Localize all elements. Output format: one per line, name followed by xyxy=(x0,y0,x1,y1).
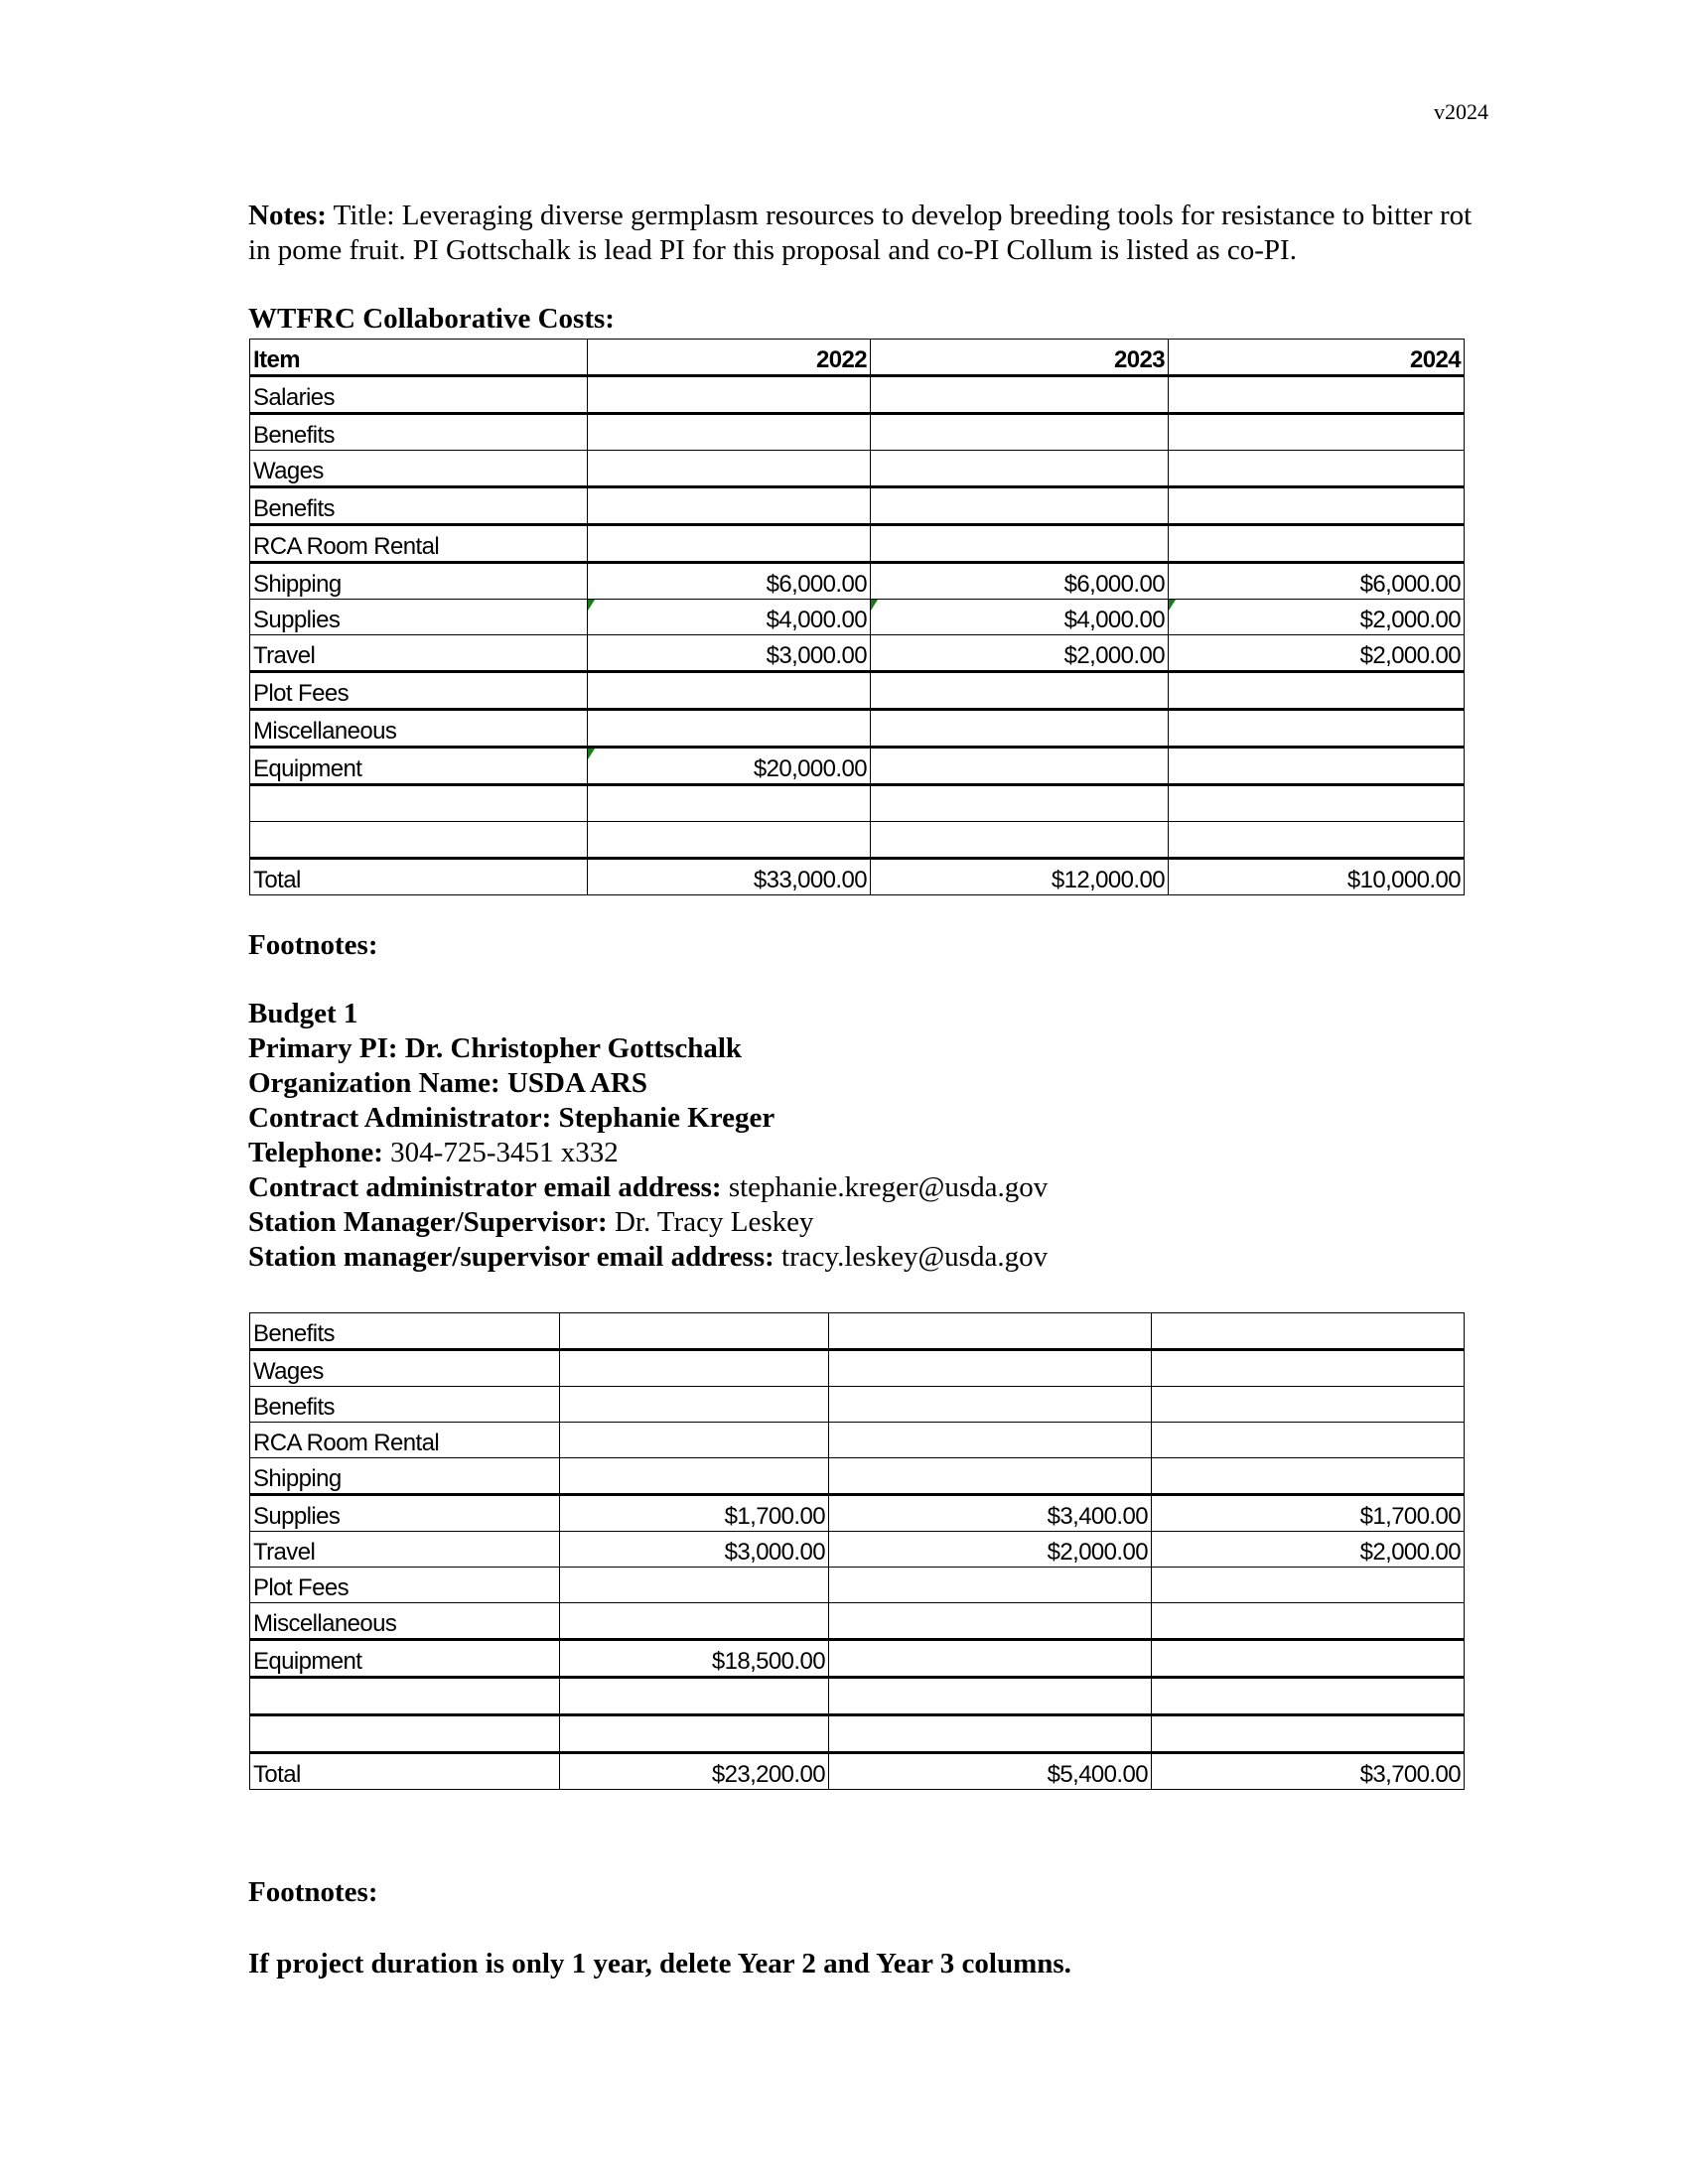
amount-cell xyxy=(1169,525,1465,563)
amount-value: $4,000.00 xyxy=(1063,607,1165,633)
amount-cell xyxy=(829,1423,1152,1458)
amount-cell xyxy=(588,414,871,451)
field-value: USDA ARS xyxy=(506,1067,647,1099)
table-row xyxy=(250,414,1465,451)
field-label: Primary PI: xyxy=(248,1032,398,1064)
amount-cell xyxy=(1152,1568,1465,1603)
column-header: Item xyxy=(250,340,588,376)
field-value: 304-725-3451 x332 xyxy=(390,1137,619,1168)
table-row xyxy=(250,1423,1465,1458)
table-row xyxy=(250,748,1465,785)
amount-cell: $2,000.00 xyxy=(1169,635,1465,672)
table-row xyxy=(250,1640,1465,1678)
comment-indicator-icon[interactable] xyxy=(1169,600,1176,611)
collab-costs-table xyxy=(249,339,1465,895)
amount-cell xyxy=(1169,414,1465,451)
item-cell: Equipment xyxy=(250,748,588,785)
table-row xyxy=(250,1350,1465,1387)
budget1-field xyxy=(248,1066,1048,1101)
budget1-field xyxy=(248,1170,1048,1205)
item-cell: Plot Fees xyxy=(250,672,588,710)
amount-cell xyxy=(871,600,1169,635)
item-cell: RCA Room Rental xyxy=(250,525,588,563)
field-label: Organization Name: xyxy=(248,1067,500,1099)
amount-cell xyxy=(871,822,1169,859)
amount-cell xyxy=(871,672,1169,710)
item-cell: Wages xyxy=(250,1350,560,1387)
amount-cell xyxy=(1152,1423,1465,1458)
amount-cell xyxy=(871,414,1169,451)
field-value: Dr. Tracy Leskey xyxy=(614,1206,814,1238)
table-header-row xyxy=(250,340,1465,376)
budget1-field xyxy=(248,1031,1048,1066)
amount-cell xyxy=(588,748,871,785)
amount-cell xyxy=(871,748,1169,785)
field-label: Station Manager/Supervisor: xyxy=(248,1206,608,1238)
amount-cell xyxy=(560,1423,829,1458)
amount-cell xyxy=(1169,376,1465,414)
comment-indicator-icon[interactable] xyxy=(871,600,878,611)
item-cell xyxy=(250,822,588,859)
table-row xyxy=(250,1715,1465,1753)
column-header: 2022 xyxy=(588,340,871,376)
budget1-table xyxy=(249,1312,1465,1790)
item-cell xyxy=(250,1715,560,1753)
total-row xyxy=(250,859,1465,895)
item-cell: Shipping xyxy=(250,1458,560,1495)
amount-cell xyxy=(1169,822,1465,859)
amount-cell xyxy=(560,1603,829,1640)
amount-cell xyxy=(1152,1640,1465,1678)
amount-cell: $3,000.00 xyxy=(560,1532,829,1568)
amount-cell xyxy=(829,1387,1152,1423)
field-label: Station manager/supervisor email address: xyxy=(248,1241,774,1273)
budget1-field xyxy=(248,1240,1048,1275)
table-row xyxy=(250,563,1465,600)
amount-cell xyxy=(829,1640,1152,1678)
amount-cell xyxy=(829,1568,1152,1603)
notes-text: Title: Leveraging diverse germplasm resources to develop breeding tools for resistance to bitter rot in pome fruit. PI Gottschalk is lead PI for this proposal and co-PI Collum is listed as co-PI. xyxy=(248,200,1473,266)
amount-cell xyxy=(588,376,871,414)
amount-cell xyxy=(1152,1715,1465,1753)
amount-cell: $6,000.00 xyxy=(1169,563,1465,600)
amount-cell: $3,400.00 xyxy=(829,1495,1152,1532)
amount-cell xyxy=(829,1678,1152,1715)
amount-cell: $23,200.00 xyxy=(560,1753,829,1790)
amount-cell xyxy=(560,1678,829,1715)
column-header: 2023 xyxy=(871,340,1169,376)
amount-cell xyxy=(829,1458,1152,1495)
amount-cell xyxy=(1169,710,1465,748)
amount-cell xyxy=(829,1603,1152,1640)
table-row xyxy=(250,1313,1465,1350)
item-cell: Travel xyxy=(250,635,588,672)
item-cell: Miscellaneous xyxy=(250,710,588,748)
table-row xyxy=(250,487,1465,525)
amount-cell: $1,700.00 xyxy=(1152,1495,1465,1532)
amount-cell xyxy=(1152,1387,1465,1423)
field-label: Contract administrator email address: xyxy=(248,1171,722,1203)
collab-footnotes-label: Footnotes: xyxy=(248,929,378,961)
item-cell: Supplies xyxy=(250,600,588,635)
item-cell: Benefits xyxy=(250,1387,560,1423)
budget1-footnotes-label: Footnotes: xyxy=(248,1876,378,1908)
field-value: Stephanie Kreger xyxy=(558,1102,775,1134)
amount-cell xyxy=(871,785,1169,822)
item-cell: Salaries xyxy=(250,376,588,414)
item-cell: Total xyxy=(250,859,588,895)
amount-value: $2,000.00 xyxy=(1359,607,1461,633)
table-row xyxy=(250,525,1465,563)
item-cell: RCA Room Rental xyxy=(250,1423,560,1458)
field-label: Contract Administrator: xyxy=(248,1102,552,1134)
item-cell: Shipping xyxy=(250,563,588,600)
amount-cell xyxy=(588,600,871,635)
amount-cell xyxy=(588,822,871,859)
amount-cell xyxy=(588,487,871,525)
item-cell: Benefits xyxy=(250,414,588,451)
amount-cell: $18,500.00 xyxy=(560,1640,829,1678)
amount-cell: $6,000.00 xyxy=(871,563,1169,600)
item-cell: Supplies xyxy=(250,1495,560,1532)
amount-cell xyxy=(588,785,871,822)
item-cell: Benefits xyxy=(250,1313,560,1350)
table-row xyxy=(250,376,1465,414)
amount-cell xyxy=(1169,451,1465,487)
collab-costs-title: WTFRC Collaborative Costs: xyxy=(248,303,615,335)
field-value: tracy.leskey@usda.gov xyxy=(781,1241,1049,1273)
comment-indicator-icon[interactable] xyxy=(588,600,595,611)
amount-cell xyxy=(871,451,1169,487)
amount-cell xyxy=(1169,600,1465,635)
amount-cell: $2,000.00 xyxy=(871,635,1169,672)
duration-instruction: If project duration is only 1 year, delete Year 2 and Year 3 columns. xyxy=(248,1948,1071,1979)
amount-cell xyxy=(588,672,871,710)
amount-cell xyxy=(1169,672,1465,710)
table-row xyxy=(250,1387,1465,1423)
amount-cell xyxy=(829,1313,1152,1350)
amount-cell xyxy=(829,1350,1152,1387)
amount-cell: $2,000.00 xyxy=(829,1532,1152,1568)
amount-cell xyxy=(1152,1458,1465,1495)
budget1-info xyxy=(248,997,1048,1275)
field-label: Telephone: xyxy=(248,1137,383,1168)
amount-cell: $3,000.00 xyxy=(588,635,871,672)
amount-cell xyxy=(560,1313,829,1350)
amount-cell xyxy=(588,710,871,748)
table-row xyxy=(250,451,1465,487)
table-row xyxy=(250,635,1465,672)
budget1-field xyxy=(248,1101,1048,1136)
item-cell xyxy=(250,785,588,822)
field-value: stephanie.kreger@usda.gov xyxy=(728,1171,1049,1203)
amount-value: $4,000.00 xyxy=(766,607,867,633)
item-cell xyxy=(250,1678,560,1715)
table-row xyxy=(250,1678,1465,1715)
item-cell: Wages xyxy=(250,451,588,487)
amount-cell xyxy=(829,1715,1152,1753)
table-row xyxy=(250,672,1465,710)
item-cell: Travel xyxy=(250,1532,560,1568)
amount-value: $20,000.00 xyxy=(753,755,867,782)
comment-indicator-icon[interactable] xyxy=(588,749,595,759)
table-row xyxy=(250,600,1465,635)
amount-cell xyxy=(560,1458,829,1495)
amount-cell xyxy=(1152,1313,1465,1350)
amount-cell xyxy=(560,1387,829,1423)
amount-cell xyxy=(1169,785,1465,822)
amount-cell xyxy=(560,1715,829,1753)
item-cell: Benefits xyxy=(250,487,588,525)
budget1-field xyxy=(248,1136,1048,1170)
amount-cell xyxy=(588,525,871,563)
amount-cell xyxy=(871,710,1169,748)
table-row xyxy=(250,1603,1465,1640)
amount-cell xyxy=(560,1350,829,1387)
notes-paragraph xyxy=(248,199,1489,267)
field-value: Dr. Christopher Gottschalk xyxy=(404,1032,743,1064)
table-row xyxy=(250,1458,1465,1495)
item-cell: Equipment xyxy=(250,1640,560,1678)
item-cell: Total xyxy=(250,1753,560,1790)
table-row xyxy=(250,1495,1465,1532)
item-cell: Plot Fees xyxy=(250,1568,560,1603)
amount-cell xyxy=(1152,1350,1465,1387)
amount-cell xyxy=(1169,487,1465,525)
budget1-field xyxy=(248,1205,1048,1240)
amount-cell xyxy=(871,376,1169,414)
amount-cell: $2,000.00 xyxy=(1152,1532,1465,1568)
total-row xyxy=(250,1753,1465,1790)
amount-cell: $5,400.00 xyxy=(829,1753,1152,1790)
table-row xyxy=(250,822,1465,859)
table-row xyxy=(250,1568,1465,1603)
table-row xyxy=(250,785,1465,822)
version-label: v2024 xyxy=(1434,99,1488,124)
amount-cell xyxy=(560,1568,829,1603)
table-row xyxy=(250,1532,1465,1568)
amount-cell xyxy=(871,487,1169,525)
column-header: 2024 xyxy=(1169,340,1465,376)
amount-cell xyxy=(871,525,1169,563)
amount-cell xyxy=(588,451,871,487)
amount-cell xyxy=(1169,748,1465,785)
item-cell: Miscellaneous xyxy=(250,1603,560,1640)
notes-label: Notes: xyxy=(248,200,327,231)
amount-cell xyxy=(1152,1603,1465,1640)
table-row xyxy=(250,710,1465,748)
amount-cell xyxy=(1152,1678,1465,1715)
amount-cell: $1,700.00 xyxy=(560,1495,829,1532)
amount-cell: $10,000.00 xyxy=(1169,859,1465,895)
budget1-title: Budget 1 xyxy=(248,998,358,1029)
amount-cell: $33,000.00 xyxy=(588,859,871,895)
amount-cell: $3,700.00 xyxy=(1152,1753,1465,1790)
amount-cell: $6,000.00 xyxy=(588,563,871,600)
amount-cell: $12,000.00 xyxy=(871,859,1169,895)
